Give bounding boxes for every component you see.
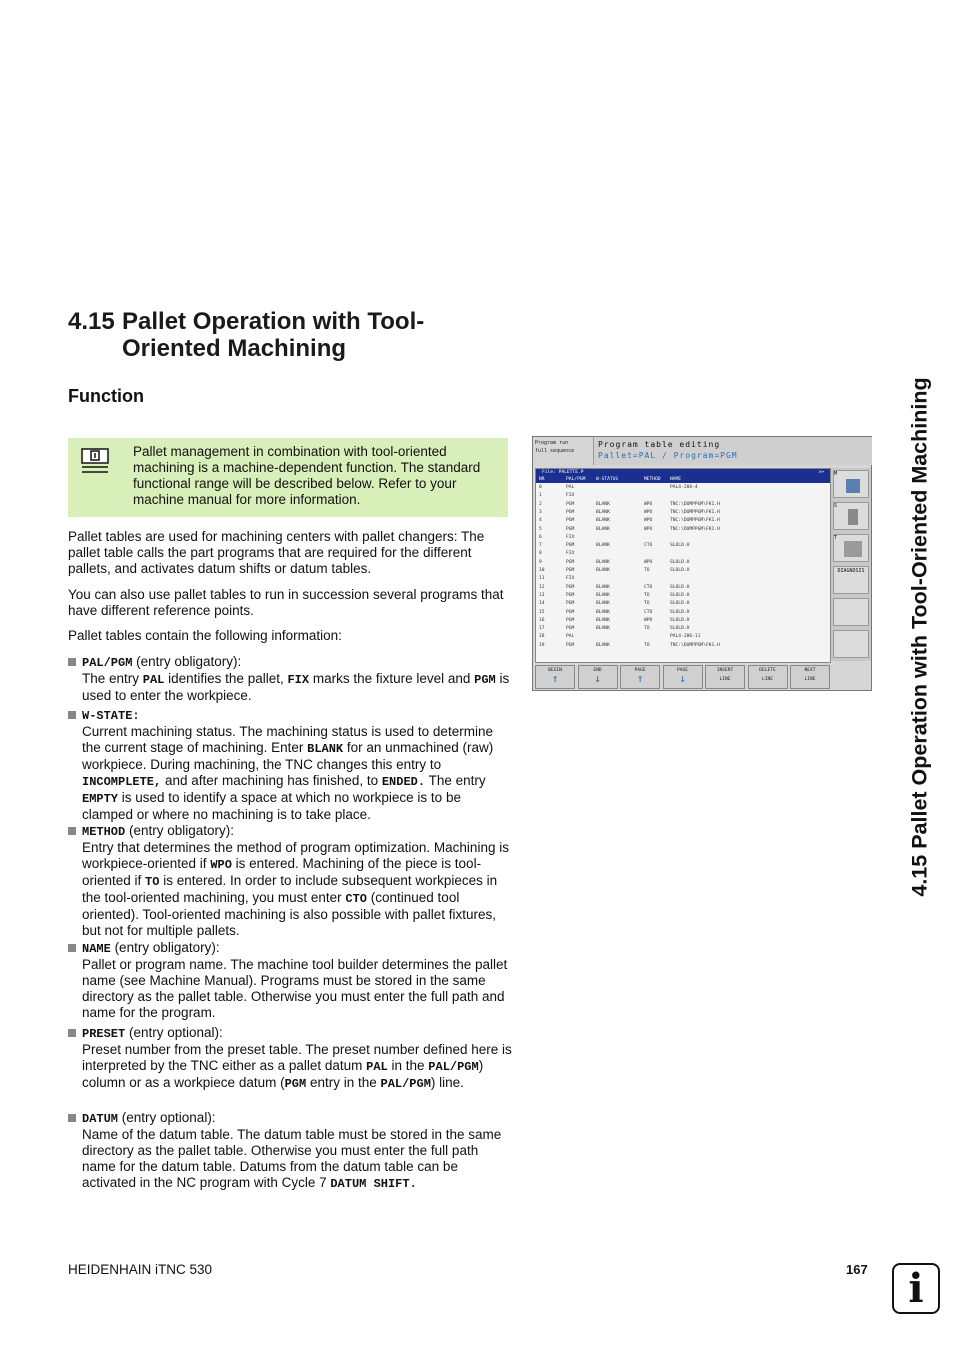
keyword: PAL xyxy=(366,1060,388,1074)
table-row[interactable] xyxy=(536,517,830,525)
table-cell: BLANK xyxy=(596,617,610,623)
mode-line-1: Program run xyxy=(535,440,569,446)
table-cell: TO xyxy=(644,642,650,648)
table-cell: BLANK xyxy=(596,559,610,565)
list-item-pal-pgm xyxy=(68,654,512,704)
table-cell: TNC:\DUMPPGM\FK1.H xyxy=(670,642,720,648)
table-row[interactable] xyxy=(536,542,830,550)
arrow-down-icon: ↓ xyxy=(594,672,601,685)
table-row[interactable] xyxy=(536,509,830,517)
col-header: NR xyxy=(539,477,545,482)
operating-mode xyxy=(535,439,593,455)
item-text: and after machining has finished, to xyxy=(161,773,382,788)
item-text: is entered. In order to include subsequent workpieces in the tool-oriented machining, you must enter xyxy=(82,873,498,905)
bullet-icon xyxy=(68,944,76,952)
table-cell: CTO xyxy=(644,584,653,590)
softkey[interactable] xyxy=(663,665,703,689)
table-cell: WPO xyxy=(644,501,653,507)
table-cell: 7 xyxy=(539,543,542,549)
table-cell: 0 xyxy=(539,485,542,490)
file-scroll-marker: >> xyxy=(818,470,824,475)
col-header: PAL/PGM xyxy=(566,477,586,482)
table-cell: 3 xyxy=(539,509,542,515)
table-cell: PGM xyxy=(566,584,575,590)
table-cell: SLOLD.H xyxy=(670,559,690,565)
side-button-m[interactable] xyxy=(833,470,869,498)
section-title xyxy=(68,308,488,362)
table-cell: TO xyxy=(644,592,650,598)
table-cell: 19 xyxy=(539,642,545,648)
side-button-diagnosis[interactable] xyxy=(833,566,869,594)
bullet-icon xyxy=(68,827,76,835)
softkey[interactable] xyxy=(748,665,788,689)
table-cell: BLANK xyxy=(596,518,610,524)
table-cell: SLOLD.H xyxy=(670,568,690,573)
side-label: DIAGNOSIS xyxy=(837,568,865,574)
item-text: identifies the pallet, xyxy=(164,671,288,686)
intro-paragraph-1: Pallet tables are used for machining centers with pallet changers: The pallet table calls the part programs that are required for the different pallets, and activates datum shifts or datum tables. xyxy=(68,529,485,576)
table-cell: WPO xyxy=(644,559,653,565)
table-cell: 2 xyxy=(539,501,542,507)
keyword: PGM xyxy=(474,673,496,687)
list-item-method xyxy=(68,823,512,939)
table-row[interactable] xyxy=(536,617,830,625)
keyword: ENDED. xyxy=(381,775,426,789)
table-cell: BLANK xyxy=(596,568,610,573)
table-cell: 18 xyxy=(539,634,545,640)
keyword: BLANK xyxy=(307,742,344,756)
footer-manual-title: HEIDENHAIN iTNC 530 xyxy=(68,1262,213,1277)
item-text: (entry obligatory): xyxy=(132,654,242,669)
table-cell: 17 xyxy=(539,626,545,632)
intro-paragraph-2: You can also use pallet tables to run in succession several programs that have different reference points. xyxy=(68,587,504,618)
table-cell: PGM xyxy=(566,543,575,549)
table-cell: SLOLD.H xyxy=(670,601,690,607)
table-row[interactable] xyxy=(536,592,830,600)
item-text: ) column or as a workpiece datum ( xyxy=(82,1058,484,1090)
list-item-preset xyxy=(68,1025,512,1092)
table-row[interactable] xyxy=(536,567,830,575)
item-text: (entry optional): xyxy=(125,1025,223,1040)
table-cell: SLOLD.H xyxy=(670,617,690,623)
table-cell: PAL xyxy=(566,634,575,640)
table-cell: BLANK xyxy=(596,509,610,515)
bullet-icon xyxy=(68,1114,76,1122)
bullet-icon xyxy=(68,711,76,719)
bullet-icon xyxy=(68,1029,76,1037)
file-line xyxy=(536,469,830,476)
function-heading: Function xyxy=(68,386,144,406)
side-button-empty-2[interactable] xyxy=(833,630,869,658)
table-cell: SLOLD.H xyxy=(670,626,690,632)
chapter-side-tab-text: 4.15 Pallet Operation with Tool-Oriented Machining xyxy=(907,377,932,897)
item-text: for an unmachined (raw) workpiece. During machining, the TNC changes this entry to xyxy=(82,740,494,772)
table-cell: PGM xyxy=(566,559,575,565)
title-line-1: Pallet Operation with Tool- xyxy=(122,308,425,335)
side-label: T xyxy=(834,535,838,541)
col-header: METHOD xyxy=(644,477,661,482)
tnc-screenshot xyxy=(532,436,872,691)
item-text: in the xyxy=(387,1058,429,1073)
keyword: PAL/PGM xyxy=(82,656,133,670)
item-text: Current machining status. The machining status is used to determine the current stage of machining. Enter xyxy=(82,724,493,755)
table-cell: FIX xyxy=(566,551,575,557)
side-button-s[interactable] xyxy=(833,502,869,530)
keyword: PRESET xyxy=(82,1027,126,1041)
softkey-label: LINE xyxy=(719,677,731,682)
softkey-row xyxy=(535,665,869,689)
item-text: Preset number from the preset table. The preset number defined here is interpreted by the TNC either as a pallet datum xyxy=(82,1042,512,1073)
chapter-side-tab xyxy=(887,312,953,962)
item-text: entry in the xyxy=(306,1075,381,1090)
item-text: Entry that determines the method of program optimization. Machining is workpiece-oriented if xyxy=(82,840,509,871)
machine-icon xyxy=(846,479,860,493)
keyword: CTO xyxy=(345,892,368,906)
machine-note-box xyxy=(68,438,508,517)
table-cell: SLOLD.H xyxy=(670,543,690,549)
info-icon: i xyxy=(892,1263,940,1314)
softkey-label: NEXT xyxy=(804,668,816,673)
softkey-label: PAGE xyxy=(634,668,646,673)
softkey-label: END xyxy=(593,668,602,673)
list-item-w-state xyxy=(68,707,512,823)
table-cell: CTO xyxy=(644,543,653,549)
table-row[interactable] xyxy=(536,492,830,500)
pallet-table xyxy=(535,468,831,663)
mode-line-2: full sequence xyxy=(535,448,575,454)
table-cell: TO xyxy=(644,626,650,632)
table-cell: PGM xyxy=(566,617,575,623)
table-cell: 14 xyxy=(539,601,545,607)
table-cell: PAL xyxy=(566,485,575,490)
table-row[interactable] xyxy=(536,484,830,492)
item-text: is used to identify a space at which no workpiece is to be clamped or where no machining is to take place. xyxy=(82,790,461,822)
file-name: File: PALETTE.P xyxy=(542,470,584,475)
table-row[interactable] xyxy=(536,642,830,650)
table-cell: PAL4-206-11 xyxy=(670,634,701,640)
softkey[interactable] xyxy=(705,665,745,689)
page-number: 167 xyxy=(846,1262,868,1277)
table-cell: 9 xyxy=(539,559,542,565)
softkey-label: BEGIN xyxy=(548,668,562,673)
table-cell: BLANK xyxy=(596,626,610,632)
table-cell: 8 xyxy=(539,551,542,557)
table-cell: 5 xyxy=(539,526,542,532)
table-cell: CTO xyxy=(644,609,653,615)
table-cell: WPO xyxy=(644,526,653,532)
table-cell: PGM xyxy=(566,601,575,607)
keyword: FIX xyxy=(287,673,310,687)
table-cell: PGM xyxy=(566,509,575,515)
table-cell: PGM xyxy=(566,592,575,598)
side-softkey-bar xyxy=(831,468,871,661)
item-text: is entered. Machining of the piece is tool-oriented if xyxy=(82,856,482,888)
keyword: W-STATE: xyxy=(82,709,140,723)
keyword: INCOMPLETE, xyxy=(82,775,162,789)
table-cell: SLOLD.H xyxy=(670,592,690,598)
table-cell: FIX xyxy=(566,493,575,499)
table-row[interactable] xyxy=(536,526,830,534)
item-text: (continued tool oriented). Tool-oriented machining is also possible with pallet fixtures, but not for multiple pallets. xyxy=(82,890,496,938)
item-text: Name of the datum table. The datum table must be stored in the same directory as the pallet table. Otherwise you must enter the full path name for the datum table. Datums from the datum table can be activated in the NC program with Cycle 7 xyxy=(82,1127,502,1190)
item-text: marks the fixture level and xyxy=(309,671,475,686)
softkey-label: INSERT xyxy=(716,668,734,673)
table-cell: FIX xyxy=(566,534,575,540)
keyword: DATUM SHIFT. xyxy=(330,1177,417,1191)
table-cell: 15 xyxy=(539,609,545,615)
screen-header-subtitle: Pallet=PAL / Program=PGM xyxy=(598,451,738,460)
table-row[interactable] xyxy=(536,584,830,592)
keyword: PAL/PGM xyxy=(428,1060,479,1074)
table-cell: PGM xyxy=(566,526,575,532)
keyword: NAME xyxy=(82,942,111,956)
table-cell: PGM xyxy=(566,501,575,507)
keyword: PAL xyxy=(142,673,165,687)
tool-icon xyxy=(844,541,862,557)
table-cell: BLANK xyxy=(596,543,610,549)
col-header: W-STATUS xyxy=(596,477,619,482)
table-cell: BLANK xyxy=(596,526,610,532)
item-text: is used to enter the workpiece. xyxy=(82,671,510,703)
table-cell: PGM xyxy=(566,518,575,524)
item-text: The entry xyxy=(425,773,486,788)
softkey-label: LINE xyxy=(804,677,816,682)
table-cell: 1 xyxy=(539,493,542,499)
table-cell: FIX xyxy=(566,576,575,582)
keyword: WPO xyxy=(210,858,232,872)
title-line-2: Oriented Machining xyxy=(122,335,347,362)
table-cell: 10 xyxy=(539,568,545,573)
softkey-label: PAGE xyxy=(676,668,689,673)
side-button-empty-1[interactable] xyxy=(833,598,869,626)
table-cell: BLANK xyxy=(596,592,610,598)
softkey-label: DELETE xyxy=(759,668,776,673)
list-item-datum xyxy=(68,1110,512,1192)
table-row[interactable] xyxy=(536,600,830,608)
table-cell: TNC:\DUMPPGM\FK1.H xyxy=(670,518,720,524)
table-row[interactable] xyxy=(536,534,830,542)
table-cell: TNC:\DUMPPGM\FK1.H xyxy=(670,509,720,515)
table-cell: SLOLD.H xyxy=(670,609,690,615)
item-text: The entry xyxy=(82,671,143,686)
item-text: (entry obligatory): xyxy=(125,823,235,838)
table-cell: 4 xyxy=(539,518,542,524)
table-cell: PGM xyxy=(566,626,575,632)
table-cell: TNC:\DUMPPGM\FK1.H xyxy=(670,526,720,532)
bullet-icon xyxy=(68,658,76,666)
table-cell: BLANK xyxy=(596,609,610,615)
keyword: TO xyxy=(145,875,160,889)
spindle-icon xyxy=(848,509,858,525)
machine-manual-icon xyxy=(80,447,112,480)
table-cell: 12 xyxy=(539,584,545,590)
keyword: PGM xyxy=(284,1077,307,1091)
softkey[interactable] xyxy=(620,665,660,689)
screen-header-title: Program table editing xyxy=(598,440,721,449)
keyword: DATUM xyxy=(82,1112,119,1126)
keyword: PAL/PGM xyxy=(380,1077,431,1091)
table-cell: BLANK xyxy=(596,584,610,590)
table-cell: WPO xyxy=(644,518,653,524)
arrow-up-icon: ↑ xyxy=(551,672,559,685)
table-cell: SLOLD.H xyxy=(670,584,690,590)
table-row[interactable] xyxy=(536,550,830,558)
table-cell: PAL4-206-4 xyxy=(670,485,698,490)
table-row[interactable] xyxy=(536,575,830,583)
softkey[interactable] xyxy=(535,665,575,689)
table-cell: 13 xyxy=(539,592,545,598)
table-cell: 16 xyxy=(539,617,545,623)
table-cell: PGM xyxy=(566,642,575,648)
table-cell: TO xyxy=(644,601,650,607)
item-text: (entry optional): xyxy=(118,1110,216,1125)
keyword: EMPTY xyxy=(82,792,119,806)
table-cell: BLANK xyxy=(596,601,610,607)
note-text: Pallet management in combination with tool-oriented machining is a machine-dependent function. The standard functional range will be described below. Refer to your machine manual for more information. xyxy=(133,444,481,507)
table-row[interactable] xyxy=(536,633,830,641)
side-label: S xyxy=(834,503,838,509)
table-cell: BLANK xyxy=(596,642,610,648)
table-cell: PGM xyxy=(566,568,575,573)
table-cell: WPO xyxy=(644,509,653,515)
arrow-down-icon: ↓ xyxy=(679,672,686,685)
softkey[interactable] xyxy=(790,665,830,689)
column-headers xyxy=(536,476,830,483)
col-header: NAME xyxy=(670,477,682,482)
table-cell: 11 xyxy=(539,576,545,582)
softkey-label: LINE xyxy=(761,677,774,682)
keyword: METHOD xyxy=(82,825,126,839)
table-cell: 6 xyxy=(539,534,542,540)
softkey[interactable] xyxy=(578,665,618,689)
item-text: Pallet or program name. The machine tool builder determines the pallet name (see Machine Manual). Programs must be stored in the same directory as the pallet table. Otherwise you must enter the full path and name for the program. xyxy=(82,957,508,1020)
section-number: 4.15 xyxy=(68,308,115,335)
side-button-t[interactable] xyxy=(833,534,869,562)
arrow-up-icon: ↑ xyxy=(636,672,644,685)
screen-header xyxy=(593,437,872,465)
table-cell: PGM xyxy=(566,609,575,615)
intro-paragraph-3: Pallet tables contain the following information: xyxy=(68,628,342,643)
table-cell: BLANK xyxy=(596,501,610,507)
table-cell: TO xyxy=(644,568,650,573)
item-text: ) line. xyxy=(430,1075,464,1090)
table-row[interactable] xyxy=(536,625,830,633)
list-item-name xyxy=(68,940,512,1021)
table-row[interactable] xyxy=(536,609,830,617)
table-row[interactable] xyxy=(536,501,830,509)
item-text: (entry obligatory): xyxy=(110,940,220,955)
table-cell: WPO xyxy=(644,617,653,623)
table-row[interactable] xyxy=(536,559,830,567)
side-label: M xyxy=(834,471,838,477)
table-cell: TNC:\DUMPPGM\FK1.H xyxy=(670,501,720,507)
